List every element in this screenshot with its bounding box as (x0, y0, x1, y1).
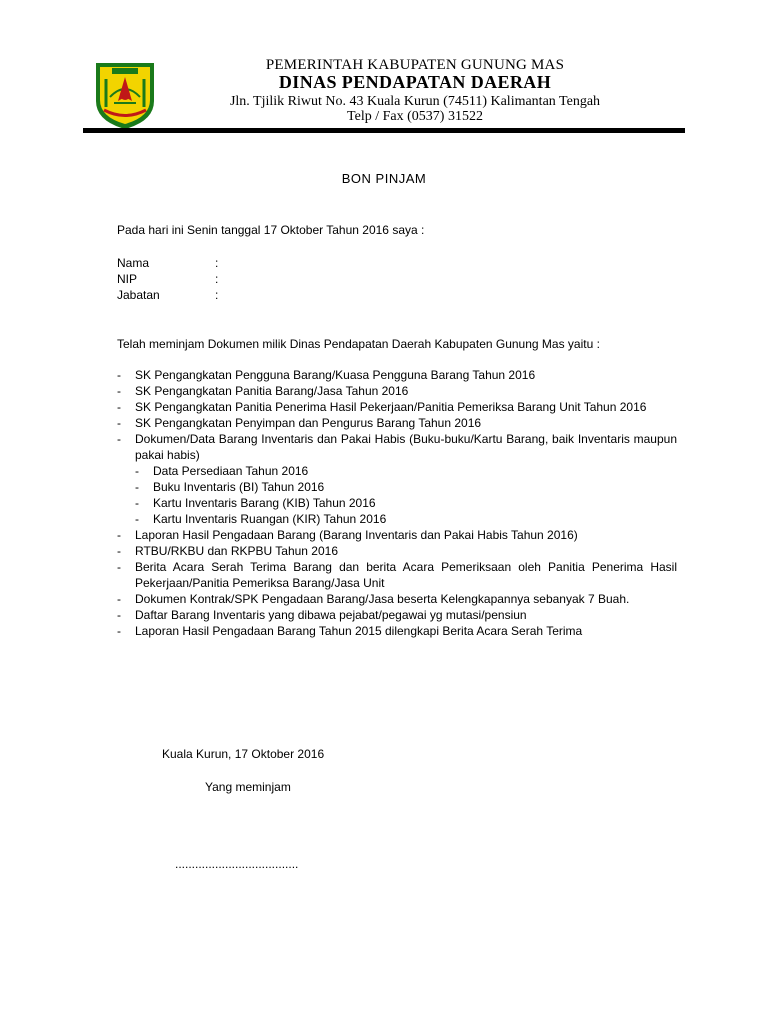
borrower-label: Yang meminjam (205, 780, 291, 794)
list-item: - SK Pengangkatan Panitia Barang/Jasa Tahun 2016 (117, 384, 409, 398)
document-title: BON PINJAM (341, 171, 427, 186)
place-date: Kuala Kurun, 17 Oktober 2016 (162, 747, 325, 761)
bullet-dash: - (117, 368, 121, 382)
letterhead-government: PEMERINTAH KABUPATEN GUNUNG MAS (265, 57, 565, 73)
list-subitem: - Buku Inventaris (BI) Tahun 2016 (135, 480, 325, 494)
list-item: - Laporan Hasil Pengadaan Barang (Barang Inventaris dan Pakai Habis Tahun 2016) (117, 528, 578, 542)
document-list (117, 367, 677, 639)
bullet-dash: - (135, 480, 139, 494)
letterhead-agency: DINAS PENDAPATAN DAERAH (278, 72, 552, 92)
field-colon: : (215, 272, 219, 286)
list-item: - Berita Acara Serah Terima Barang dan berita Acara Pemeriksaan oleh Panitia Penerima Hasil Pekerjaan/Panitia Pemeriksa Barang/Jasa Unit (117, 560, 677, 590)
list-subitem: - Data Persediaan Tahun 2016 (135, 464, 309, 478)
list-item: - SK Pengangkatan Penyimpan dan Pengurus Barang Tahun 2016 (117, 416, 482, 430)
list-item: - Dokumen/Data Barang Inventaris dan Pakai Habis (Buku-buku/Kartu Barang, baik Inventaris maupun pakai habis) (117, 432, 677, 462)
bullet-dash: - (117, 592, 121, 606)
list-item: - SK Pengangkatan Panitia Penerima Hasil Pekerjaan/Panitia Pemeriksa Barang Unit Tahun 2016 (117, 400, 647, 414)
bullet-dash: - (117, 560, 121, 574)
bullet-dash: - (135, 496, 139, 510)
list-subitem: - Kartu Inventaris Barang (KIB) Tahun 2016 (135, 496, 376, 510)
field-colon: : (215, 288, 219, 302)
bullet-dash: - (117, 544, 121, 558)
regency-emblem-icon (92, 57, 158, 131)
letterhead-divider (83, 128, 685, 133)
list-item: - RTBU/RKBU dan RKPBU Tahun 2016 (117, 544, 338, 558)
list-item: - Daftar Barang Inventaris yang dibawa pejabat/pegawai yg mutasi/pensiun (117, 608, 527, 622)
list-item: - SK Pengangkatan Pengguna Barang/Kuasa Pengguna Barang Tahun 2016 (117, 368, 536, 382)
bullet-dash: - (117, 624, 121, 638)
bullet-dash: - (135, 512, 139, 526)
intro-statement: Pada hari ini Senin tanggal 17 Oktober Tahun 2016 saya : (117, 223, 425, 237)
bullet-dash: - (135, 464, 139, 478)
bullet-dash: - (117, 416, 121, 430)
letterhead-phone: Telp / Fax (0537) 31522 (347, 109, 483, 124)
bullet-dash: - (117, 384, 121, 398)
bullet-dash: - (117, 608, 121, 622)
field-label-jabatan: Jabatan (117, 288, 160, 302)
bullet-dash: - (117, 400, 121, 414)
borrow-statement: Telah meminjam Dokumen milik Dinas Pendapatan Daerah Kabupaten Gunung Mas yaitu : (117, 337, 600, 351)
list-subitem: - Kartu Inventaris Ruangan (KIR) Tahun 2016 (135, 512, 387, 526)
field-colon: : (215, 256, 219, 270)
bullet-dash: - (117, 432, 121, 446)
list-item: - Dokumen Kontrak/SPK Pengadaan Barang/Jasa beserta Kelengkapannya sebanyak 7 Buah. (117, 592, 630, 606)
letterhead-address: Jln. Tjilik Riwut No. 43 Kuala Kurun (74511) Kalimantan Tengah (229, 94, 601, 109)
bullet-dash: - (117, 528, 121, 542)
field-label-nip: NIP (117, 272, 138, 286)
field-label-nama: Nama (117, 256, 150, 270)
list-item: - Laporan Hasil Pengadaan Barang Tahun 2015 dilengkapi Berita Acara Serah Terima (117, 624, 583, 638)
signature-line: ..................................... (175, 857, 299, 871)
